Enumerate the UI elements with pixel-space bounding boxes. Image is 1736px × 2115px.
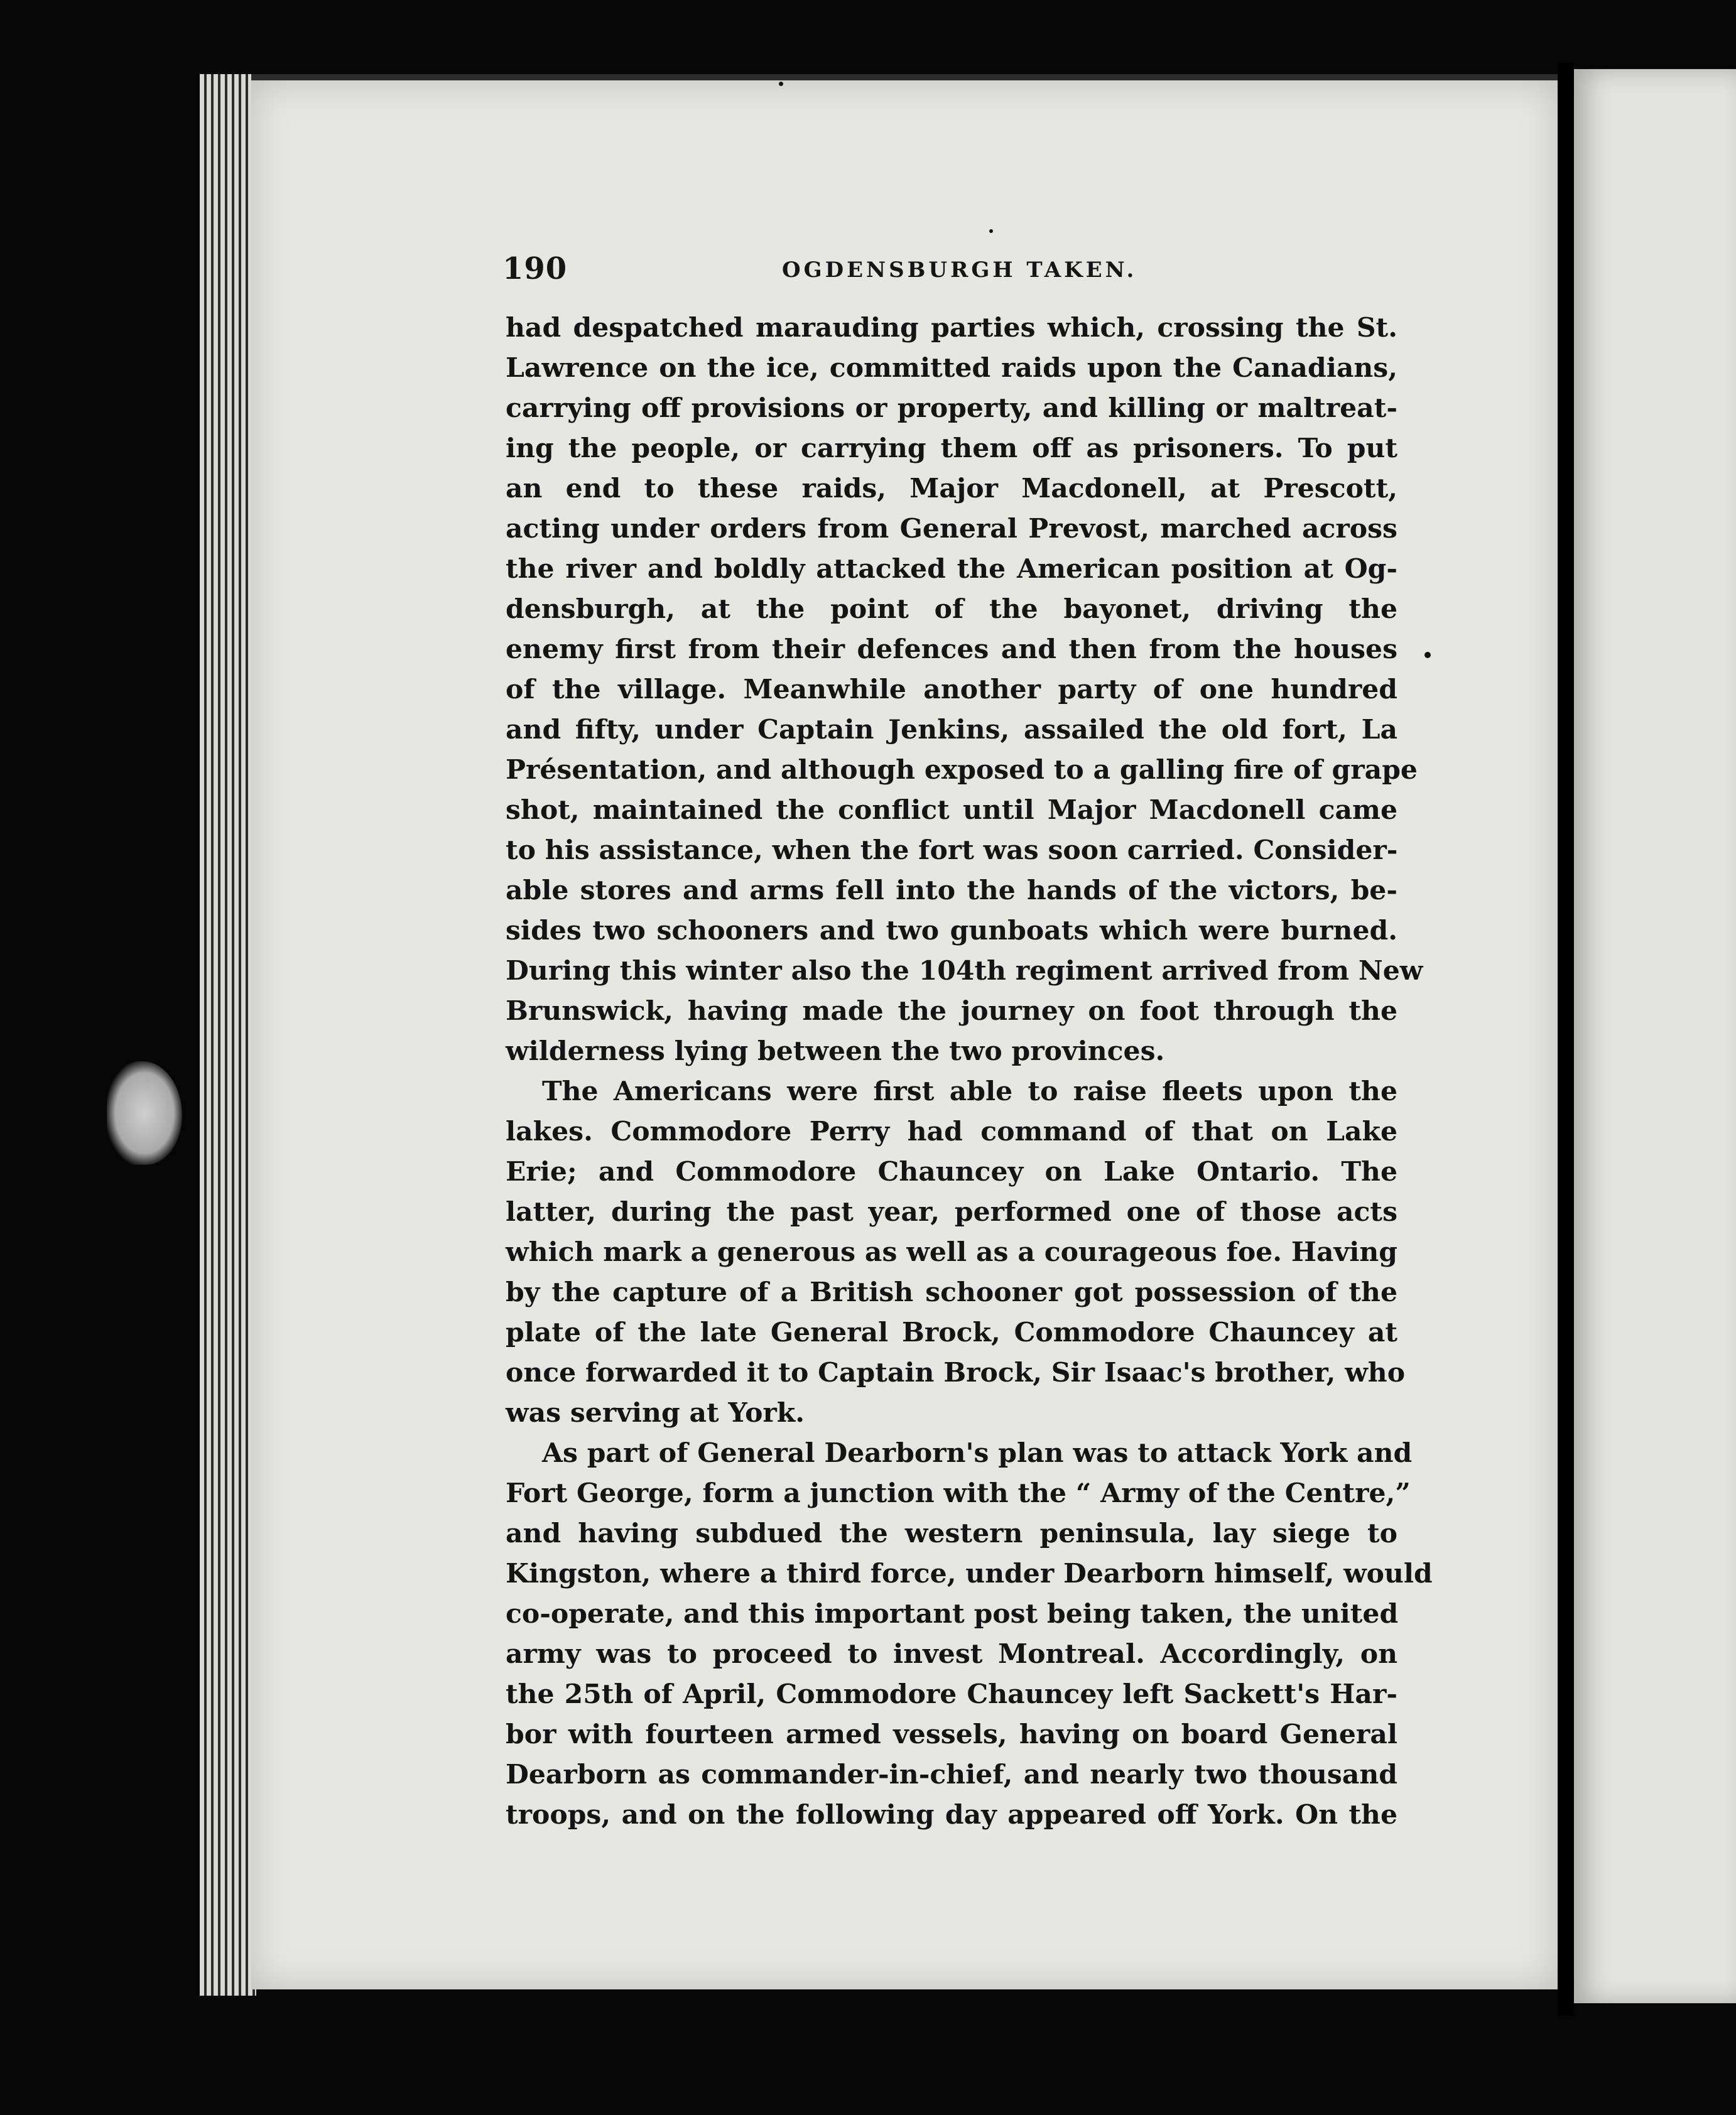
text-line: and having subdued the western peninsula, lay siege to (506, 1518, 1397, 1549)
text-line: able stores and arms fell into the hands of the victors, be- (506, 875, 1397, 906)
body-text (506, 308, 1433, 1835)
text-line: which mark a generous as well as a courageous foe. Having (506, 1236, 1397, 1268)
text-line: the 25th of April, Commodore Chauncey left Sackett's Har- (506, 1679, 1397, 1710)
text-line: latter, during the past year, performed one of those acts (506, 1196, 1397, 1228)
text-line: Lawrence on the ice, committed raids upon the Canadians, (506, 352, 1397, 384)
text-line: Fort George, form a junction with the “ Army of the Centre,” (506, 1478, 1411, 1509)
paragraph (506, 1071, 1406, 1433)
text-line: During this winter also the 104th regiment arrived from New (506, 955, 1423, 987)
text-line: co-operate, and this important post being taken, the united (506, 1598, 1399, 1630)
paragraph (506, 1433, 1433, 1835)
text-line: to his assistance, when the fort was soon carried. Consider- (506, 835, 1398, 866)
text-line: densburgh, at the point of the bayonet, driving the (506, 593, 1397, 625)
text-line: plate of the late General Brock, Commodore Chauncey at (506, 1317, 1397, 1348)
ink-speck (1424, 652, 1431, 658)
page-edges (200, 74, 256, 1996)
book-gutter (1558, 63, 1574, 2016)
text-line: troops, and on the following day appeared off York. On the (506, 1799, 1397, 1831)
text-line: ing the people, or carrying them off as prisoners. To put (506, 433, 1397, 464)
running-head (502, 251, 1432, 295)
text-line: and fifty, under Captain Jenkins, assailed the old fort, La (506, 714, 1397, 745)
page-number: 190 (502, 251, 568, 286)
running-title: OGDENSBURGH TAKEN. (782, 257, 1137, 283)
text-line: by the capture of a British schooner got possession of the (506, 1277, 1397, 1308)
text-line: an end to these raids, Major Macdonell, at Prescott, (506, 473, 1397, 504)
text-line: Erie; and Commodore Chauncey on Lake Ontario. The (506, 1156, 1397, 1187)
text-line: was serving at York. (506, 1397, 805, 1429)
text-line: once forwarded it to Captain Brock, Sir Isaac's brother, who (506, 1357, 1406, 1388)
text-line: Brunswick, having made the journey on foot through the (506, 995, 1397, 1027)
ink-speck (779, 82, 783, 86)
text-line: wilderness lying between the two provinces. (506, 1036, 1165, 1067)
text-line: army was to proceed to invest Montreal. Accordingly, on (506, 1638, 1397, 1670)
text-line: enemy first from their defences and then from the houses (506, 634, 1397, 665)
paper-smudge (107, 1061, 182, 1165)
text-line: The Americans were first able to raise fleets upon the (542, 1076, 1397, 1107)
text-line: had despatched marauding parties which, crossing the St. (506, 312, 1397, 343)
text-line: sides two schooners and two gunboats which were burned. (506, 915, 1397, 946)
text-line: of the village. Meanwhile another party of one hundred (506, 674, 1397, 705)
text-line: acting under orders from General Prevost, marched across (506, 513, 1397, 544)
text-line: Dearborn as commander-in-chief, and nearly two thousand (506, 1759, 1397, 1790)
text-line: As part of General Dearborn's plan was to attack York and (542, 1437, 1413, 1469)
text-line: bor with fourteen armed vessels, having on board General (506, 1719, 1397, 1750)
text-line: shot, maintained the conflict until Major Macdonell came (506, 794, 1397, 826)
facing-page-edge (1574, 69, 1736, 2003)
paragraph (506, 308, 1423, 1071)
text-line: Kingston, where a third force, under Dearborn himself, would (506, 1558, 1433, 1589)
text-line: Présentation, and although exposed to a galling fire of grape (506, 754, 1418, 786)
text-line: carrying off provisions or property, and killing or maltreat- (506, 392, 1397, 424)
ink-speck (989, 229, 993, 233)
text-line: lakes. Commodore Perry had command of that on Lake (506, 1116, 1397, 1147)
text-line: the river and boldly attacked the American position at Og- (506, 553, 1397, 585)
